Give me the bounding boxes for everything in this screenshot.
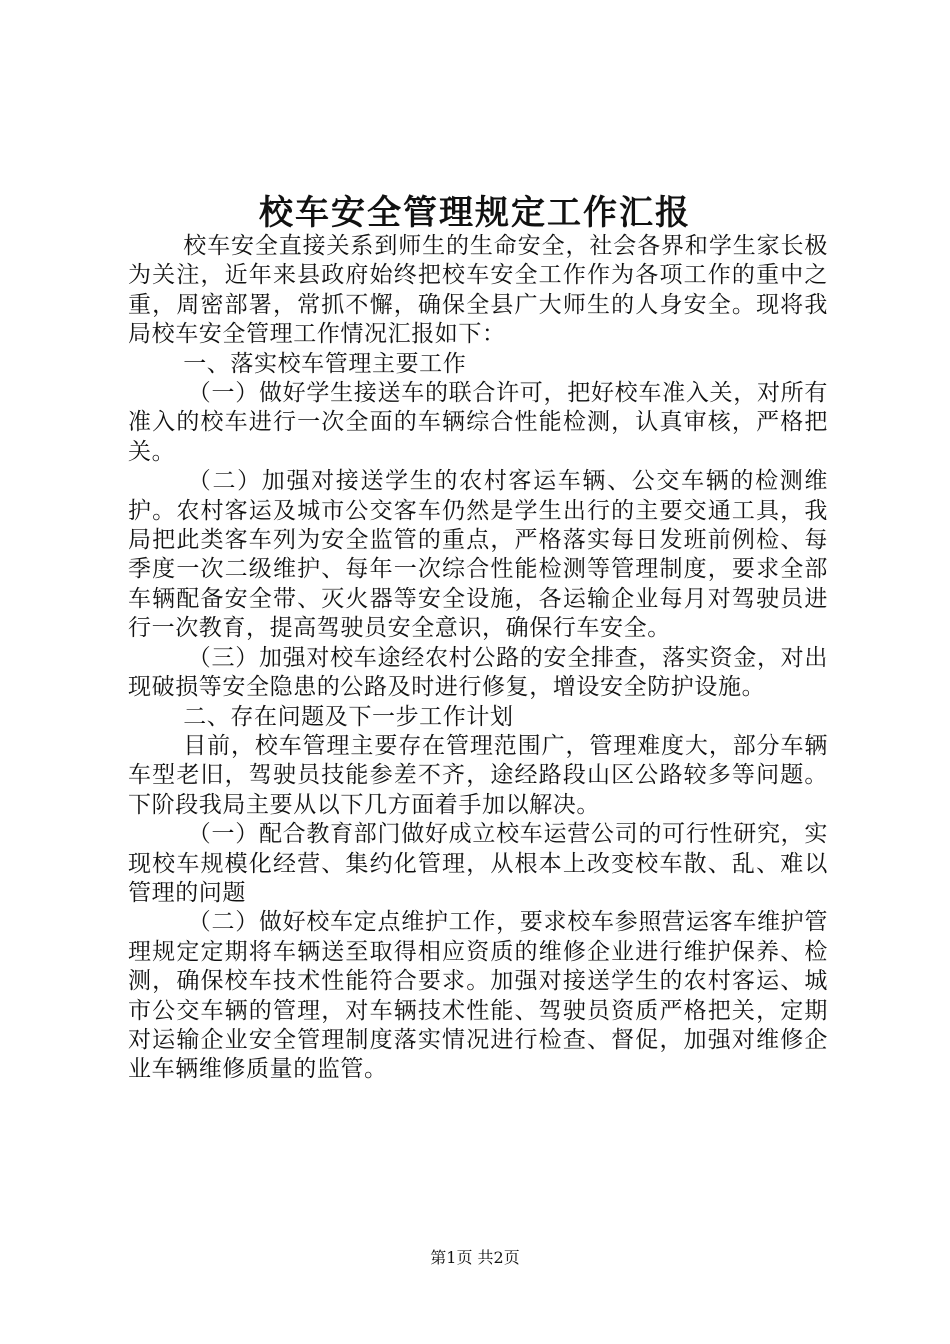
paragraph-intro: 校车安全直接关系到师生的生命安全，社会各界和学生家长极为关注，近年来县政府始终把校车安全工作作为各项工作的重中之重，周密部署，常抓不懈，确保全县广大师生的人身安全。现将我局校车安全管理工作情况汇报如下： xyxy=(128,233,828,348)
paragraph-2-intro: 目前，校车管理主要存在管理范围广，管理难度大，部分车辆车型老旧，驾驶员技能参差不齐，途经路段山区公路较多等问题。下阶段我局主要从以下几方面着手加以解决。 xyxy=(128,732,828,818)
paragraph-2-1: （一）配合教育部门做好成立校车运营公司的可行性研究，实现校车规模化经营、集约化管理，从根本上改变校车散、乱、难以管理的问题 xyxy=(128,821,828,906)
page-footer: 第1页 共2页 xyxy=(430,1248,520,1267)
document-body xyxy=(128,232,828,1085)
paragraph-1-2: （二）加强对接送学生的农村客运车辆、公交车辆的检测维护。农村客运及城市公交客车仍然是学生出行的主要交通工具，我局把此类客车列为安全监管的重点，严格落实每日发班前例检、每季度一次二级维护、每年一次综合性能检测等管理制度，要求全部车辆配备安全带、灭火器等安全设施，各运输企业每月对驾驶员进行一次教育，提高驾驶员安全意识，确保行车安全。 xyxy=(128,468,828,642)
paragraph-1-1: （一）做好学生接送车的联合许可，把好校车准入关，对所有准入的校车进行一次全面的车辆综合性能检测，认真审核，严格把关。 xyxy=(128,380,828,465)
paragraph-2-2: （二）做好校车定点维护工作，要求校车参照营运客车维护管理规定定期将车辆送至取得相应资质的维修企业进行维护保养、检测，确保校车技术性能符合要求。加强对接送学生的农村客运、城市公交车辆的管理，对车辆技术性能、驾驶员资质严格把关，定期对运输企业安全管理制度落实情况进行检查、督促，加强对维修企业车辆维修质量的监管。 xyxy=(128,909,828,1083)
document-title: 校车安全管理规定工作汇报 xyxy=(259,193,691,233)
section-heading-1: 一、落实校车管理主要工作 xyxy=(183,350,467,377)
paragraph-1-3: （三）加强对校车途经农村公路的安全排查，落实资金，对出现破损等安全隐患的公路及时进行修复，增设安全防护设施。 xyxy=(128,644,828,701)
section-heading-2: 二、存在问题及下一步工作计划 xyxy=(183,703,514,730)
